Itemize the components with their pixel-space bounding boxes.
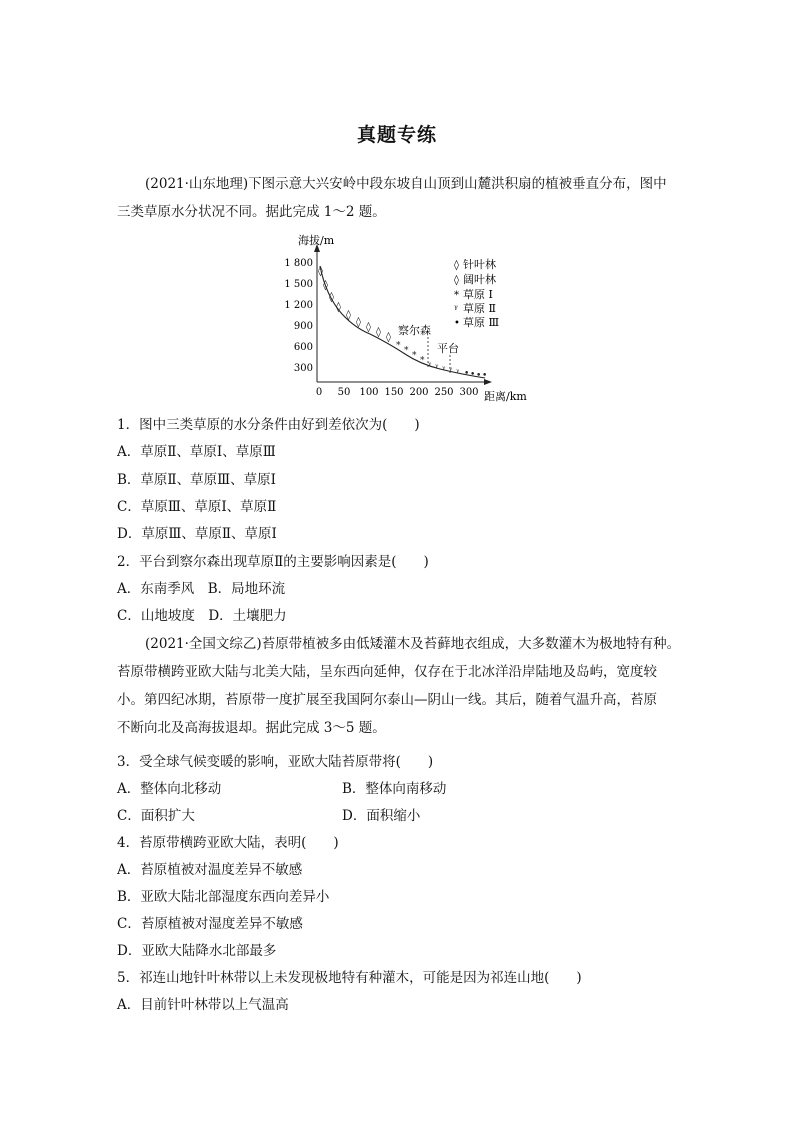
x-tick: 200 xyxy=(409,387,429,398)
q1-option-a[interactable]: A．草原Ⅱ、草原Ⅰ、草原Ⅲ xyxy=(117,444,276,460)
intro2-line1: (2021·全国文综乙)苔原带植被多由低矮灌木及苔藓地衣组成，大多数灌木为极地特有种。 xyxy=(145,636,681,652)
q4-stem: 4．苔原带横跨亚欧大陆，表明( ) xyxy=(117,835,339,851)
x-tick: 100 xyxy=(359,387,379,398)
legend-label-coniferous: 针叶林 xyxy=(463,258,496,271)
legend-symbol-coniferous: ◊ xyxy=(454,260,459,271)
terrain-profile-line xyxy=(320,266,485,378)
svg-text:ᵞ: ᵞ xyxy=(442,365,446,375)
x-tick: 150 xyxy=(384,387,404,398)
y-tick: 1 200 xyxy=(284,300,313,311)
y-tick: 600 xyxy=(293,342,313,353)
svg-text:•: • xyxy=(482,371,488,381)
legend-symbol-grassland-2: ᵞ xyxy=(454,304,458,315)
svg-text:◊: ◊ xyxy=(356,317,361,328)
y-tick: 900 xyxy=(293,321,313,332)
coniferous-forest-symbols xyxy=(318,265,341,313)
q5-stem: 5．祁连山地针叶林带以上未发现极地特有种灌木，可能是因为祁连山地( ) xyxy=(117,970,582,986)
q3-option-c[interactable]: C．面积扩大 xyxy=(117,808,195,824)
svg-text:ᵞ: ᵞ xyxy=(428,361,432,371)
svg-text:◊: ◊ xyxy=(376,327,381,338)
legend-label-grassland-3: 草原 Ⅲ xyxy=(463,316,500,329)
intro1-line1: (2021·山东地理)下图示意大兴安岭中段东坡自山顶到山麓洪积扇的植被垂直分布，图中 xyxy=(145,176,667,192)
svg-text:*: * xyxy=(412,351,417,361)
svg-text:•: • xyxy=(476,371,482,381)
svg-text:*: * xyxy=(404,346,409,356)
svg-text:◊: ◊ xyxy=(318,266,323,277)
legend-symbol-broadleaf: ◊ xyxy=(454,275,459,286)
x-tick: 0 xyxy=(315,387,323,398)
x-axis-label: 距离/km xyxy=(484,390,527,403)
y-tick: 1 500 xyxy=(284,279,313,290)
x-tick: 250 xyxy=(434,387,454,398)
q1-option-c[interactable]: C．草原Ⅲ、草原Ⅰ、草原Ⅱ xyxy=(117,499,277,515)
svg-text:•: • xyxy=(464,369,470,379)
svg-text:ᵞ: ᵞ xyxy=(449,366,453,376)
legend-symbol-grassland-1: * xyxy=(454,290,459,301)
q3-option-b[interactable]: B．整体向南移动 xyxy=(342,781,447,797)
x-tick: 300 xyxy=(459,387,479,398)
grassland-2-symbols xyxy=(428,361,460,378)
broadleaf-forest-symbols xyxy=(346,309,391,343)
intro1-line2: 三类草原水分状况不同。据此完成 1～2 题。 xyxy=(117,204,386,220)
page-title: 真题专练 xyxy=(356,124,437,146)
q3-stem: 3．受全球气候变暖的影响，亚欧大陆苔原带将( ) xyxy=(117,754,434,770)
svg-text:◊: ◊ xyxy=(366,322,371,333)
legend-symbol-grassland-3: • xyxy=(454,318,460,329)
annotation-chaersen: 察尔森 xyxy=(398,324,431,337)
y-tick: 300 xyxy=(293,363,313,374)
svg-text:ᵞ: ᵞ xyxy=(456,368,460,378)
svg-text:•: • xyxy=(470,370,476,380)
svg-text:ᵞ: ᵞ xyxy=(435,363,439,373)
y-axis-label: 海拔/m xyxy=(298,234,335,247)
q4-option-c[interactable]: C．苔原植被对湿度差异不敏感 xyxy=(117,916,303,932)
legend-label-grassland-2: 草原 Ⅱ xyxy=(463,302,496,315)
figure-legend xyxy=(454,257,499,329)
annotation-pingtai: 平台 xyxy=(437,342,459,355)
q4-option-a[interactable]: A．苔原植被对温度差异不敏感 xyxy=(117,862,303,878)
intro2-line2: 苔原带横跨亚欧大陆与北美大陆，呈东西向延伸，仅存在于北冰洋沿岸陆地及岛屿，宽度较 xyxy=(117,664,657,680)
svg-text:◊: ◊ xyxy=(323,280,328,291)
grassland-1-symbols xyxy=(396,341,425,366)
y-tick: 1 800 xyxy=(284,258,313,269)
q2-options-cd[interactable]: C．山地坡度 D．土壤肥力 xyxy=(117,608,287,624)
legend-label-broadleaf: 阔叶林 xyxy=(463,273,496,286)
q1-stem: 1．图中三类草原的水分条件由好到差依次为( ) xyxy=(117,417,420,433)
q4-option-d[interactable]: D．亚欧大陆降水北部最多 xyxy=(117,943,277,959)
q2-stem: 2．平台到察尔森出现草原Ⅱ的主要影响因素是( ) xyxy=(117,554,429,570)
x-tick: 50 xyxy=(337,387,351,398)
q1-option-b[interactable]: B．草原Ⅱ、草原Ⅲ、草原Ⅰ xyxy=(117,472,276,488)
q3-option-d[interactable]: D．面积缩小 xyxy=(342,808,421,824)
svg-text:◊: ◊ xyxy=(329,292,334,303)
grassland-3-symbols xyxy=(464,369,487,381)
legend-label-grassland-1: 草原 Ⅰ xyxy=(463,288,493,301)
q4-option-b[interactable]: B．亚欧大陆北部湿度东西向差异小 xyxy=(117,889,330,905)
intro2-line3: 小。第四纪冰期，苔原带一度扩展至我国阿尔泰山—阴山一线。其后，随着气温升高，苔原 xyxy=(117,692,657,708)
svg-text:◊: ◊ xyxy=(336,302,341,313)
q2-options-ab[interactable]: A．东南季风 B．局地环流 xyxy=(117,581,286,597)
q1-option-d[interactable]: D．草原Ⅲ、草原Ⅱ、草原Ⅰ xyxy=(117,526,277,542)
svg-text:◊: ◊ xyxy=(346,310,351,321)
svg-text:*: * xyxy=(420,356,425,366)
svg-text:*: * xyxy=(396,341,401,351)
svg-text:◊: ◊ xyxy=(386,332,391,343)
q5-option-a[interactable]: A．目前针叶林带以上气温高 xyxy=(117,997,289,1013)
vegetation-profile-figure xyxy=(280,232,550,404)
intro2-line4: 不断向北及高海拔退却。据此完成 3～5 题。 xyxy=(117,720,386,736)
q3-option-a[interactable]: A．整体向北移动 xyxy=(117,781,222,797)
